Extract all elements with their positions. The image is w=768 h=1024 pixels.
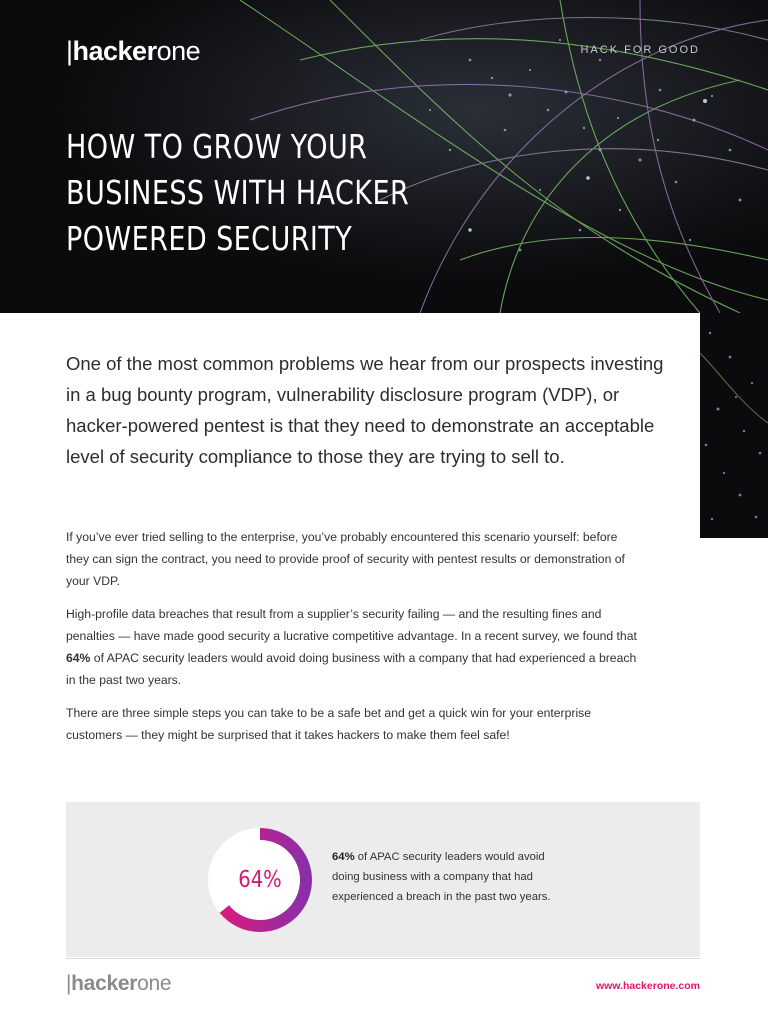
network-dots-illustration (700, 313, 768, 538)
paragraph-text: of APAC security leaders would avoid doing business with a company that had experienced a breach in the past two years. (66, 651, 637, 687)
paragraph: If you’ve ever tried selling to the enterprise, you’ve probably encountered this scenario yourself: before they can sign the contract, you need to provide proof of security with pentest results or demonstration of your VDP. (66, 530, 625, 588)
title-line: HOW TO GROW YOUR (66, 127, 368, 166)
logo-text-light: one (137, 972, 172, 995)
website-link[interactable]: www.hackerone.com (595, 980, 700, 992)
paragraph (66, 603, 641, 691)
tagline: HACK FOR GOOD (580, 44, 700, 56)
footer-divider (66, 958, 700, 959)
lead-paragraph: One of the most common problems we hear from our prospects investing in a bug bounty program, vulnerability disclosure program (VDP), or hacker-powered pentest is that they need to demonstrate an acceptable level of security compliance to those they are trying to sell to. (66, 353, 664, 467)
highlight-stat: 64% (66, 651, 91, 665)
donut-percent-label: 64% (238, 867, 282, 893)
paragraph: There are three simple steps you can take to be a safe bet and get a quick win for your enterprise customers — they might be surprised that it takes hackers to make them feel safe! (66, 706, 592, 742)
paragraph-text: High-profile data breaches that result from a supplier’s security failing — and the resulting fines and penalties — have made good security a lucrative competitive advantage. In a recent survey, we found that (66, 607, 637, 643)
title-line: BUSINESS WITH HACKER (66, 173, 410, 212)
stat-text-rest: of APAC security leaders would avoid doing business with a company that had experienced a breach in the past two years. (332, 851, 551, 903)
hero-side-strip (700, 313, 768, 538)
page-title (66, 124, 410, 262)
hackerone-logo[interactable] (66, 36, 200, 67)
body-text (66, 526, 641, 757)
logo-text-light: one (156, 36, 201, 66)
logo-mark: | (66, 36, 73, 66)
footer-logo[interactable] (66, 972, 171, 996)
stat-bold: 64% (332, 851, 355, 863)
logo-mark: | (66, 972, 72, 995)
title-line: POWERED SECURITY (66, 219, 353, 258)
logo-text-strong: hacker (71, 972, 138, 995)
stat-callout (66, 802, 700, 957)
hero-banner (0, 0, 768, 313)
stat-description (332, 847, 572, 907)
logo-text-strong: hacker (72, 36, 157, 66)
